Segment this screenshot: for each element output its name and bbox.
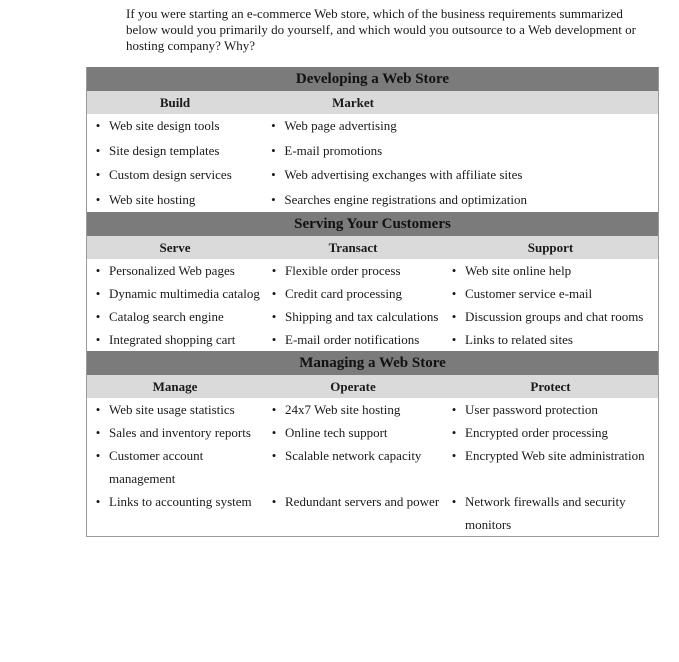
list-item [443, 305, 658, 328]
section-developing [87, 67, 658, 212]
list-item [87, 328, 263, 351]
column-header-support: Support [527, 240, 574, 255]
bullet-icon: • [271, 425, 277, 440]
item-text: Catalog search engine [109, 309, 224, 324]
list-item [443, 398, 658, 421]
table-row [87, 444, 658, 490]
bullet-icon: • [95, 332, 101, 347]
column-header-build: Build [159, 95, 191, 110]
table-row [87, 398, 658, 421]
item-text: Sales and inventory reports [109, 425, 251, 440]
column-header-operate: Operate [330, 379, 376, 394]
bullet-icon: • [451, 448, 457, 463]
bullet-icon: • [271, 309, 277, 324]
table-row [87, 490, 658, 536]
list-item [87, 490, 263, 536]
item-text: Shipping and tax calculations [285, 309, 439, 324]
list-item [262, 139, 658, 164]
item-text: Searches engine registrations and optimization [284, 191, 527, 207]
list-item [263, 398, 443, 421]
bullet-icon: • [271, 263, 277, 278]
bullet-icon: • [95, 263, 101, 278]
bullet-icon: • [451, 332, 457, 347]
section-serving [87, 212, 658, 351]
item-text: Web site hosting [109, 191, 196, 207]
item-text: Flexible order process [285, 263, 401, 278]
column-header-manage: Manage [152, 379, 198, 394]
bullet-icon: • [451, 286, 457, 301]
item-text: Web advertising exchanges with affiliate sites [284, 167, 523, 182]
column-header-protect: Protect [530, 379, 571, 394]
list-item [263, 444, 443, 490]
item-text: Links to related sites [465, 332, 573, 347]
bullet-icon: • [271, 286, 277, 301]
table-row [87, 421, 658, 444]
list-item [262, 163, 658, 188]
bullet-icon: • [451, 425, 457, 440]
bullet-icon: • [95, 402, 101, 417]
column-header-serve: Serve [159, 240, 191, 255]
table-row [87, 163, 658, 188]
bullet-icon: • [95, 309, 101, 324]
item-text: Customer service e-mail [465, 286, 593, 301]
table-row [87, 328, 658, 351]
section-title: Managing a Web Store [87, 351, 658, 375]
bullet-icon: • [95, 118, 101, 133]
table-row [87, 114, 658, 139]
list-item [87, 444, 263, 490]
list-item [87, 305, 263, 328]
list-item [87, 114, 262, 139]
item-text: User password protection [465, 402, 598, 417]
bullet-icon: • [271, 118, 276, 133]
item-text: Redundant servers and power [285, 494, 440, 509]
section-title: Serving Your Customers [87, 212, 658, 236]
table-row [87, 188, 658, 213]
bullet-icon: • [271, 167, 276, 182]
item-text: Web site design tools [109, 118, 220, 133]
bullet-icon: • [271, 332, 277, 347]
bullet-icon: • [271, 191, 276, 207]
list-item [262, 188, 658, 213]
bullet-icon: • [95, 142, 101, 158]
bullet-icon: • [95, 167, 101, 182]
item-text: Network firewalls and security monitors [465, 494, 626, 532]
item-text: E-mail order notifications [285, 332, 420, 347]
list-item [263, 259, 443, 282]
column-headers [87, 236, 658, 259]
bullet-icon: • [271, 448, 277, 463]
list-item [263, 421, 443, 444]
column-header-transact: Transact [328, 240, 378, 255]
list-item [263, 328, 443, 351]
list-item [443, 328, 658, 351]
column-headers [87, 91, 658, 114]
bullet-icon: • [95, 191, 101, 207]
item-text: E-mail promotions [284, 142, 383, 158]
list-item [443, 444, 658, 490]
item-text: Dynamic multimedia catalog [109, 286, 260, 301]
list-item [263, 490, 443, 536]
table-row [87, 139, 658, 164]
list-item [87, 259, 263, 282]
bullet-icon: • [451, 402, 457, 417]
bullet-icon: • [271, 402, 277, 417]
list-item [443, 490, 658, 536]
bullet-icon: • [451, 309, 457, 324]
item-text: Site design templates [109, 142, 220, 158]
bullet-icon: • [271, 142, 276, 158]
bullet-icon: • [95, 286, 101, 301]
bullet-icon: • [451, 263, 457, 278]
list-item [443, 259, 658, 282]
section-managing [87, 351, 658, 536]
list-item [87, 421, 263, 444]
list-item [87, 398, 263, 421]
column-header-market: Market [332, 95, 374, 110]
item-text: 24x7 Web site hosting [285, 402, 401, 417]
bullet-icon: • [95, 425, 101, 440]
item-text: Encrypted order processing [465, 425, 608, 440]
item-text: Customer account management [109, 448, 204, 486]
item-text: Credit card processing [285, 286, 402, 301]
list-item [263, 282, 443, 305]
list-item [87, 139, 262, 164]
bullet-icon: • [451, 494, 457, 509]
bullet-icon: • [95, 494, 101, 509]
item-text: Web page advertising [284, 118, 397, 133]
item-text: Scalable network capacity [285, 448, 422, 463]
item-text: Discussion groups and chat rooms [465, 309, 644, 324]
item-text: Links to accounting system [109, 494, 252, 509]
column-headers [87, 375, 658, 398]
list-item [263, 305, 443, 328]
bullet-icon: • [271, 494, 277, 509]
list-item [262, 114, 658, 139]
list-item [87, 282, 263, 305]
requirements-table [86, 67, 659, 537]
question-text: If you were starting an e-commerce Web store, which of the business requirements summarized below would you primarily do yourself, and which would you outsource to a Web development or hosting company? Why? [126, 6, 636, 53]
item-text: Custom design services [109, 167, 232, 182]
table-row [87, 305, 658, 328]
list-item [443, 282, 658, 305]
bullet-icon: • [95, 448, 101, 463]
item-text: Online tech support [285, 425, 388, 440]
item-text: Web site usage statistics [109, 402, 235, 417]
item-text: Integrated shopping cart [109, 332, 236, 347]
table-row [87, 282, 658, 305]
table-row [87, 259, 658, 282]
list-item [87, 188, 262, 213]
list-item [87, 163, 262, 188]
list-item [443, 421, 658, 444]
item-text: Web site online help [465, 263, 572, 278]
item-text: Encrypted Web site administration [465, 448, 645, 463]
section-title: Developing a Web Store [87, 67, 658, 91]
item-text: Personalized Web pages [109, 263, 235, 278]
